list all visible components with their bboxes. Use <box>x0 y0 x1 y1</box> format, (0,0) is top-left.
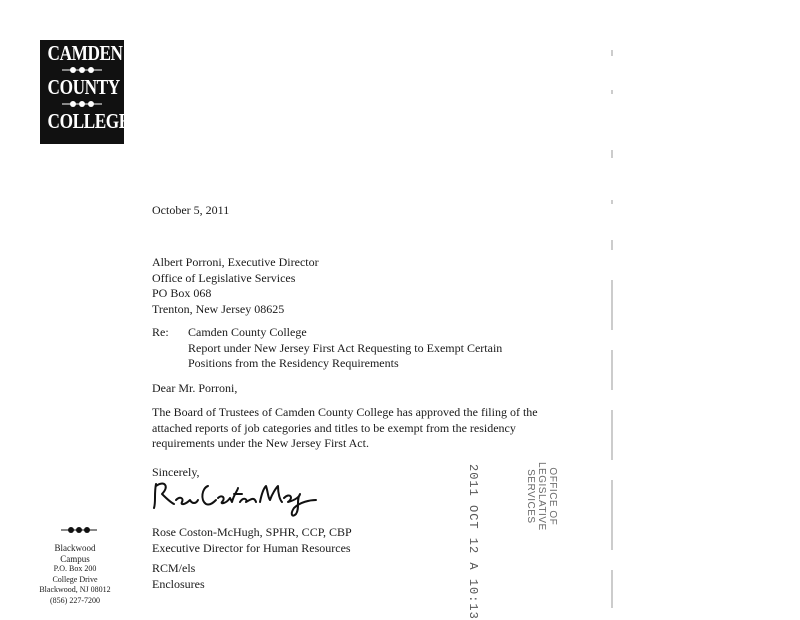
body-paragraph <box>152 405 538 452</box>
body-line: The Board of Trustees of Camden County College has approved the filing of the <box>152 405 538 419</box>
campus-phone: (856) 227-7200 <box>50 595 100 605</box>
re-subject-line: Camden County College <box>188 325 307 339</box>
re-subject-line: Report under New Jersey First Act Requesting to Exempt Certain <box>188 340 503 355</box>
recipient-line: Trenton, New Jersey 08625 <box>152 301 285 316</box>
received-date-stamp: 2011 OCT 12 A 10:13 <box>466 464 480 620</box>
re-subject <box>188 325 502 372</box>
signer-title: Executive Director for Human Resources <box>152 540 351 555</box>
campus-address-line: Blackwood, NJ 08012 <box>39 585 111 594</box>
handwritten-signature <box>150 474 320 520</box>
campus-name: Campus <box>60 553 90 564</box>
reference-block <box>152 561 205 592</box>
signer-name: Rose Coston-McHugh, SPHR, CCP, CBP <box>152 525 352 539</box>
office-stamp-line: SERVICES <box>525 469 536 524</box>
recipient-line: Office of Legislative Services <box>152 270 296 285</box>
recipient-line: PO Box 068 <box>152 286 212 300</box>
enclosures-note: Enclosures <box>152 576 205 591</box>
re-subject-line: Positions from the Residency Requirements <box>188 356 399 370</box>
office-stamp <box>525 462 558 531</box>
office-stamp-line: OFFICE OF <box>547 467 558 526</box>
logo-line-county: COUNTY <box>47 75 120 99</box>
campus-address <box>36 543 114 606</box>
scan-edge-marks <box>610 30 614 610</box>
recipient-line: Albert Porroni, Executive Director <box>152 255 319 269</box>
reference-initials: RCM/els <box>152 561 196 575</box>
campus-name: Blackwood <box>54 543 96 553</box>
closing: Sincerely, <box>152 465 200 479</box>
recipient-address <box>152 255 319 317</box>
office-stamp-line: LEGISLATIVE <box>536 462 547 531</box>
campus-divider-dots <box>59 525 99 535</box>
salutation: Dear Mr. Porroni, <box>152 381 238 395</box>
signer-block <box>152 525 352 556</box>
logo-line-college: COLLEGE <box>47 109 130 133</box>
body-line: attached reports of job categories and titles to be exempt from the residency <box>152 420 516 435</box>
campus-address-line: P.O. Box 200 <box>53 564 97 573</box>
camden-county-college-logo <box>40 40 130 144</box>
body-line: requirements under the New Jersey First Act. <box>152 436 369 450</box>
campus-address-line: College Drive <box>52 574 98 584</box>
letter-date: October 5, 2011 <box>152 203 230 217</box>
logo-line-camden: CAMDEN <box>47 41 123 65</box>
re-label: Re: <box>152 325 169 339</box>
